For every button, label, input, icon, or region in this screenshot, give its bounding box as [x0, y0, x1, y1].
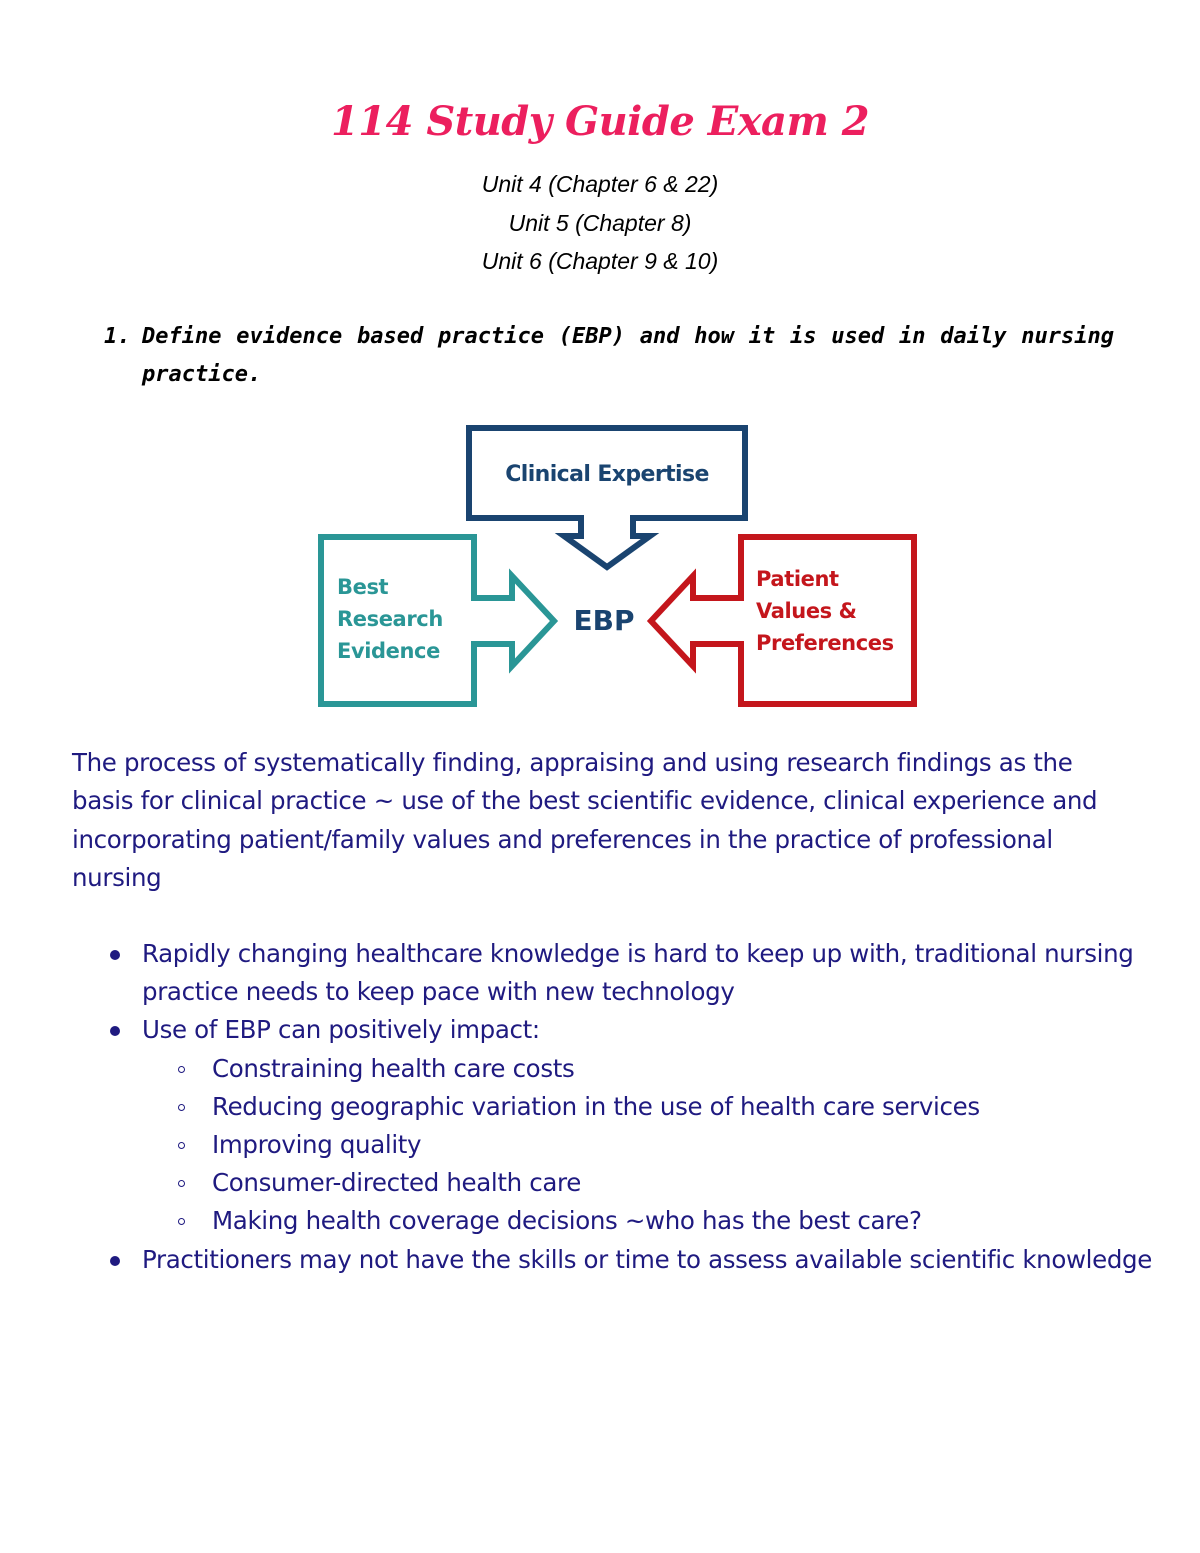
sub-list-item: [142, 1126, 1152, 1164]
ebp-diagram: [0, 0, 1200, 720]
question-number: 1.: [104, 324, 131, 349]
ebp-definition: The process of systematically finding, appraising and using research findings as the basis for clinical practice ~ use of the best scientific evidence, clinical experience and incorporating patient/family values and preferences in the practice of professional nursing: [72, 748, 1098, 893]
bullet-circle-icon: [178, 1142, 185, 1149]
sub-list-item: [142, 1202, 1152, 1240]
sub-list-item-text: Consumer-directed health care: [212, 1168, 581, 1198]
left-label-line: Research: [337, 607, 443, 631]
ebp-center-label: EBP: [573, 604, 635, 637]
sub-list-item: [142, 1088, 1152, 1126]
list-item: [72, 1241, 1152, 1279]
bullet-dot-icon: [110, 1026, 120, 1036]
sub-list-item-text: Improving quality: [212, 1130, 422, 1160]
sub-list-item: [142, 1050, 1152, 1088]
right-label-line: Preferences: [756, 631, 894, 655]
right-label-line: Patient: [756, 567, 839, 591]
left-label-line: Best: [337, 575, 389, 599]
clinical-expertise-label: Clinical Expertise: [505, 462, 709, 487]
unit-line: Unit 4 (Chapter 6 & 22): [481, 171, 719, 197]
unit-line: Unit 5 (Chapter 8): [508, 209, 692, 236]
document-title: 114 Study Guide Exam 2: [330, 98, 870, 145]
bullet-list: [72, 935, 1152, 1279]
list-item: [72, 935, 1152, 1011]
sub-list-item-text: Reducing geographic variation in the use of health care services: [212, 1091, 980, 1121]
bullet-circle-icon: [178, 1104, 185, 1111]
sub-list-item-text: Making health coverage decisions ~who has the best care?: [212, 1206, 922, 1236]
sub-list-item-text: Constraining health care costs: [212, 1053, 575, 1083]
bullet-dot-icon: [110, 1256, 120, 1266]
bullet-circle-icon: [178, 1066, 185, 1073]
list-item: [72, 1011, 1152, 1240]
bullet-circle-icon: [178, 1180, 185, 1187]
question-text: Define evidence based practice (EBP) and how it is used in daily nursing practice.: [142, 324, 1114, 387]
bullet-circle-icon: [178, 1218, 185, 1225]
bullet-dot-icon: [110, 950, 120, 960]
sub-bullet-list: [142, 1050, 1152, 1241]
list-item-text: Use of EBP can positively impact:: [142, 1015, 540, 1045]
right-label-line: Values &: [756, 599, 857, 623]
list-item-text: Rapidly changing healthcare knowledge is hard to keep up with, traditional nursing practice needs to keep pace with new technology: [142, 939, 1134, 1007]
sub-list-item: [142, 1164, 1152, 1202]
left-label-line: Evidence: [337, 639, 440, 663]
clinical-expertise-callout: [469, 428, 745, 567]
unit-line: Unit 6 (Chapter 9 & 10): [481, 248, 719, 274]
list-item-text: Practitioners may not have the skills or time to assess available scientific knowledge: [142, 1244, 1152, 1274]
